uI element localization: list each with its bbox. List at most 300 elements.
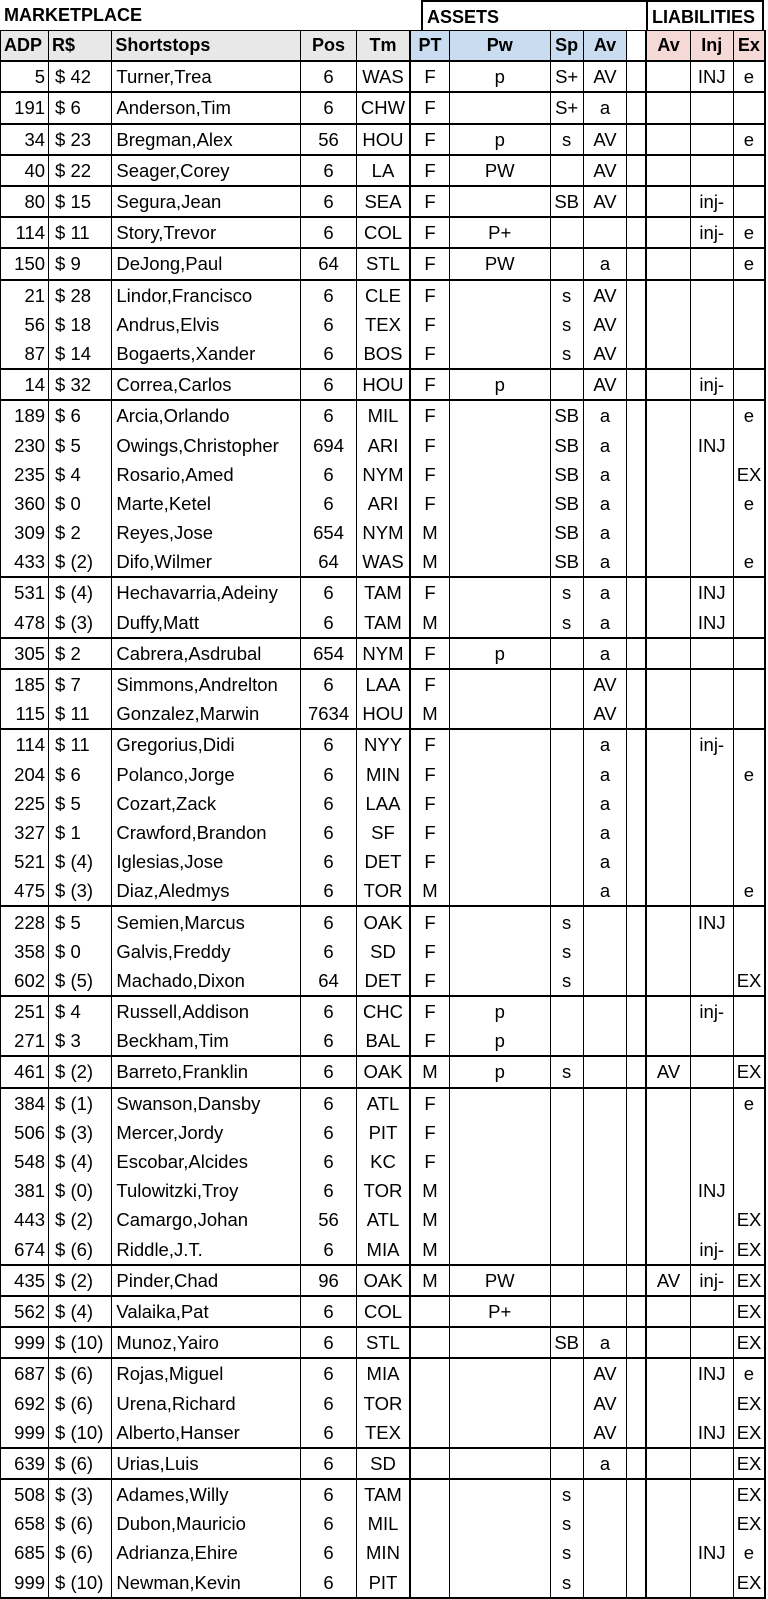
injury-cell: INJ	[690, 608, 733, 638]
gap-cell	[627, 124, 646, 155]
power-cell	[449, 876, 550, 906]
playing-time-cell: F	[410, 638, 449, 669]
table-row	[1, 186, 766, 217]
position-cell: 654	[301, 638, 356, 669]
table-row	[1, 1147, 766, 1176]
power-cell	[449, 1176, 550, 1205]
average-cell	[583, 1147, 627, 1176]
table-row	[1, 1509, 766, 1538]
position-cell: 6	[301, 280, 356, 310]
liability-average-cell	[646, 92, 690, 123]
experience-cell	[733, 577, 765, 607]
player-name-cell: Polanco,Jorge	[112, 760, 301, 789]
gap-cell	[627, 937, 646, 966]
liability-average-cell	[646, 339, 690, 369]
table-row	[1, 847, 766, 876]
liability-average-cell	[646, 1358, 690, 1388]
gap-cell	[627, 248, 646, 279]
team-cell: ATL	[356, 1088, 410, 1118]
average-cell: a	[583, 789, 627, 818]
table-row	[1, 518, 766, 547]
average-cell	[583, 996, 627, 1026]
table-row	[1, 789, 766, 818]
gap-cell	[627, 369, 646, 400]
gap-cell	[627, 400, 646, 430]
power-cell	[449, 1358, 550, 1388]
adp-cell: 87	[1, 339, 49, 369]
table-row	[1, 937, 766, 966]
rdollar-cell: $ (4)	[49, 1147, 112, 1176]
adp-cell: 235	[1, 460, 49, 489]
power-cell	[449, 1538, 550, 1567]
team-cell: NYY	[356, 729, 410, 759]
liability-average-cell	[646, 1147, 690, 1176]
power-cell: p	[449, 369, 550, 400]
injury-cell	[690, 1388, 733, 1417]
liability-average-cell	[646, 155, 690, 186]
power-cell	[449, 1418, 550, 1448]
experience-cell: e	[733, 1358, 765, 1388]
position-cell: 6	[301, 1568, 356, 1598]
position-cell: 6	[301, 92, 356, 123]
player-name-cell: Newman,Kevin	[112, 1568, 301, 1598]
experience-cell: EX	[733, 1235, 765, 1265]
shortstops-table	[0, 30, 766, 1599]
liability-average-cell: AV	[646, 1056, 690, 1087]
injury-cell	[690, 1088, 733, 1118]
playing-time-cell	[410, 1448, 449, 1479]
injury-cell	[690, 876, 733, 906]
experience-cell	[733, 186, 765, 217]
average-cell: a	[583, 1448, 627, 1479]
average-cell: AV	[583, 369, 627, 400]
position-cell: 6	[301, 489, 356, 518]
injury-cell: inj-	[690, 1265, 733, 1296]
gap-cell	[627, 280, 646, 310]
power-cell	[449, 669, 550, 699]
team-cell: NYM	[356, 518, 410, 547]
table-row	[1, 1265, 766, 1296]
table-row	[1, 1327, 766, 1358]
speed-cell: s	[550, 310, 583, 339]
injury-cell	[690, 547, 733, 577]
liability-average-cell	[646, 608, 690, 638]
speed-cell: s	[550, 1479, 583, 1509]
rdollar-cell: $ 15	[49, 186, 112, 217]
adp-cell: 999	[1, 1418, 49, 1448]
team-cell: TOR	[356, 1388, 410, 1417]
player-name-cell: Adrianza,Ehire	[112, 1538, 301, 1567]
gap-cell	[627, 1205, 646, 1234]
position-cell: 6	[301, 1448, 356, 1479]
team-cell: TOR	[356, 876, 410, 906]
position-cell: 6	[301, 847, 356, 876]
adp-cell: 639	[1, 1448, 49, 1479]
position-cell: 6	[301, 1418, 356, 1448]
adp-cell: 5	[1, 61, 49, 92]
position-cell: 6	[301, 369, 356, 400]
player-name-cell: Andrus,Elvis	[112, 310, 301, 339]
position-cell: 654	[301, 518, 356, 547]
liability-average-cell	[646, 789, 690, 818]
table-row	[1, 729, 766, 759]
speed-cell	[550, 155, 583, 186]
power-cell	[449, 608, 550, 638]
average-cell	[583, 966, 627, 996]
rdollar-cell: $ (3)	[49, 876, 112, 906]
speed-cell	[550, 1147, 583, 1176]
rdollar-cell: $ (3)	[49, 1118, 112, 1147]
injury-cell: INJ	[690, 1358, 733, 1388]
team-cell: COL	[356, 217, 410, 248]
team-cell: CHC	[356, 996, 410, 1026]
player-name-cell: DeJong,Paul	[112, 248, 301, 279]
playing-time-cell	[410, 1418, 449, 1448]
average-cell: AV	[583, 669, 627, 699]
injury-cell	[690, 1327, 733, 1358]
team-cell: CLE	[356, 280, 410, 310]
table-row	[1, 61, 766, 92]
playing-time-cell: F	[410, 92, 449, 123]
player-name-cell: Iglesias,Jose	[112, 847, 301, 876]
gap-cell	[627, 876, 646, 906]
liability-average-cell	[646, 489, 690, 518]
liability-average-cell	[646, 460, 690, 489]
playing-time-cell: F	[410, 489, 449, 518]
speed-cell: s	[550, 608, 583, 638]
position-cell: 6	[301, 1538, 356, 1567]
power-cell	[449, 1388, 550, 1417]
liabilities-title: LIABILITIES	[646, 0, 764, 30]
speed-cell	[550, 1388, 583, 1417]
rdollar-cell: $ 5	[49, 789, 112, 818]
team-cell: LAA	[356, 789, 410, 818]
experience-cell: EX	[733, 1296, 765, 1327]
column-header-row	[1, 31, 766, 62]
adp-cell: 999	[1, 1568, 49, 1598]
team-cell: LA	[356, 155, 410, 186]
injury-cell	[690, 1296, 733, 1327]
speed-cell: SB	[550, 460, 583, 489]
table-row	[1, 430, 766, 459]
average-cell	[583, 1265, 627, 1296]
team-cell: PIT	[356, 1118, 410, 1147]
experience-cell: e	[733, 760, 765, 789]
col-header-inj: Inj	[690, 31, 733, 62]
adp-cell: 461	[1, 1056, 49, 1087]
gap-cell	[627, 1296, 646, 1327]
assets-title: ASSETS	[421, 0, 646, 30]
rdollar-cell: $ (5)	[49, 966, 112, 996]
table-row	[1, 547, 766, 577]
liability-average-cell	[646, 1538, 690, 1567]
player-name-cell: Difo,Wilmer	[112, 547, 301, 577]
table-row	[1, 217, 766, 248]
position-cell: 64	[301, 966, 356, 996]
adp-cell: 687	[1, 1358, 49, 1388]
position-cell: 6	[301, 1509, 356, 1538]
experience-cell	[733, 1026, 765, 1056]
experience-cell	[733, 818, 765, 847]
adp-cell: 508	[1, 1479, 49, 1509]
speed-cell	[550, 1235, 583, 1265]
team-cell: SD	[356, 937, 410, 966]
experience-cell: EX	[733, 1479, 765, 1509]
average-cell: a	[583, 430, 627, 459]
col-header-shortstops: Shortstops	[112, 31, 301, 62]
table-row	[1, 906, 766, 936]
speed-cell: s	[550, 577, 583, 607]
liability-average-cell	[646, 1448, 690, 1479]
team-cell: TEX	[356, 1418, 410, 1448]
position-cell: 6	[301, 1358, 356, 1388]
injury-cell	[690, 280, 733, 310]
table-row	[1, 400, 766, 430]
team-cell: COL	[356, 1296, 410, 1327]
experience-cell	[733, 729, 765, 759]
power-cell	[449, 1088, 550, 1118]
gap-cell	[627, 1118, 646, 1147]
rdollar-cell: $ (10)	[49, 1418, 112, 1448]
player-name-cell: Valaika,Pat	[112, 1296, 301, 1327]
team-cell: SD	[356, 1448, 410, 1479]
team-cell: TOR	[356, 1176, 410, 1205]
playing-time-cell: M	[410, 876, 449, 906]
player-name-cell: Swanson,Dansby	[112, 1088, 301, 1118]
rdollar-cell: $ 14	[49, 339, 112, 369]
team-cell: TAM	[356, 1479, 410, 1509]
experience-cell	[733, 430, 765, 459]
col-header-pos: Pos	[301, 31, 356, 62]
liability-average-cell	[646, 518, 690, 547]
experience-cell: e	[733, 876, 765, 906]
power-cell: p	[449, 124, 550, 155]
team-cell: TAM	[356, 577, 410, 607]
team-cell: STL	[356, 248, 410, 279]
average-cell: a	[583, 248, 627, 279]
rdollar-cell: $ 4	[49, 460, 112, 489]
experience-cell: EX	[733, 1448, 765, 1479]
power-cell	[449, 577, 550, 607]
injury-cell	[690, 92, 733, 123]
gap-cell	[627, 1479, 646, 1509]
gap-cell	[627, 1538, 646, 1567]
injury-cell	[690, 1568, 733, 1598]
injury-cell	[690, 847, 733, 876]
liability-average-cell	[646, 1235, 690, 1265]
rdollar-cell: $ 0	[49, 489, 112, 518]
gap-cell	[627, 996, 646, 1026]
position-cell: 6	[301, 1056, 356, 1087]
position-cell: 6	[301, 1235, 356, 1265]
liability-average-cell	[646, 906, 690, 936]
experience-cell	[733, 937, 765, 966]
gap-cell	[627, 1088, 646, 1118]
team-cell: MIA	[356, 1235, 410, 1265]
player-name-cell: Urena,Richard	[112, 1388, 301, 1417]
team-cell: NYM	[356, 638, 410, 669]
playing-time-cell	[410, 1358, 449, 1388]
position-cell: 6	[301, 669, 356, 699]
power-cell	[449, 1118, 550, 1147]
speed-cell	[550, 1418, 583, 1448]
experience-cell	[733, 339, 765, 369]
experience-cell	[733, 92, 765, 123]
playing-time-cell: M	[410, 1235, 449, 1265]
gap-cell	[627, 577, 646, 607]
injury-cell	[690, 1056, 733, 1087]
player-name-cell: Seager,Corey	[112, 155, 301, 186]
gap-cell	[627, 966, 646, 996]
playing-time-cell: F	[410, 248, 449, 279]
power-cell	[449, 847, 550, 876]
power-cell	[449, 186, 550, 217]
average-cell: AV	[583, 699, 627, 729]
speed-cell: S+	[550, 92, 583, 123]
playing-time-cell: M	[410, 1176, 449, 1205]
power-cell	[449, 729, 550, 759]
col-header-liab-av: Av	[646, 31, 690, 62]
playing-time-cell: F	[410, 789, 449, 818]
table-row	[1, 460, 766, 489]
experience-cell: EX	[733, 1265, 765, 1296]
speed-cell	[550, 729, 583, 759]
average-cell: AV	[583, 155, 627, 186]
player-name-cell: Urias,Luis	[112, 1448, 301, 1479]
average-cell: a	[583, 577, 627, 607]
team-cell: PIT	[356, 1568, 410, 1598]
player-name-cell: Camargo,Johan	[112, 1205, 301, 1234]
adp-cell: 115	[1, 699, 49, 729]
player-name-cell: Turner,Trea	[112, 61, 301, 92]
gap-cell	[627, 92, 646, 123]
experience-cell: EX	[733, 1568, 765, 1598]
position-cell: 7634	[301, 699, 356, 729]
adp-cell: 191	[1, 92, 49, 123]
injury-cell	[690, 966, 733, 996]
speed-cell	[550, 217, 583, 248]
power-cell	[449, 760, 550, 789]
injury-cell: INJ	[690, 1538, 733, 1567]
liability-average-cell	[646, 1479, 690, 1509]
liability-average-cell	[646, 669, 690, 699]
liability-average-cell	[646, 966, 690, 996]
adp-cell: 251	[1, 996, 49, 1026]
position-cell: 6	[301, 310, 356, 339]
average-cell	[583, 1479, 627, 1509]
gap-cell	[627, 699, 646, 729]
average-cell	[583, 1118, 627, 1147]
rdollar-cell: $ 6	[49, 400, 112, 430]
average-cell	[583, 1176, 627, 1205]
playing-time-cell: F	[410, 186, 449, 217]
playing-time-cell: F	[410, 217, 449, 248]
speed-cell	[550, 248, 583, 279]
rdollar-cell: $ (2)	[49, 1265, 112, 1296]
liability-average-cell	[646, 61, 690, 92]
power-cell	[449, 937, 550, 966]
liability-average-cell	[646, 1418, 690, 1448]
gap-cell	[627, 818, 646, 847]
player-name-cell: Rojas,Miguel	[112, 1358, 301, 1388]
playing-time-cell: F	[410, 124, 449, 155]
team-cell: HOU	[356, 699, 410, 729]
adp-cell: 21	[1, 280, 49, 310]
power-cell	[449, 400, 550, 430]
adp-cell: 443	[1, 1205, 49, 1234]
adp-cell: 384	[1, 1088, 49, 1118]
team-cell: BAL	[356, 1026, 410, 1056]
position-cell: 56	[301, 1205, 356, 1234]
player-name-cell: Marte,Ketel	[112, 489, 301, 518]
team-cell: ATL	[356, 1205, 410, 1234]
liability-average-cell	[646, 1205, 690, 1234]
position-cell: 6	[301, 1147, 356, 1176]
player-name-cell: Mercer,Jordy	[112, 1118, 301, 1147]
playing-time-cell: M	[410, 1205, 449, 1234]
power-cell	[449, 547, 550, 577]
table-row	[1, 608, 766, 638]
position-cell: 6	[301, 1176, 356, 1205]
team-cell: WAS	[356, 61, 410, 92]
power-cell: p	[449, 996, 550, 1026]
average-cell: AV	[583, 280, 627, 310]
gap-cell	[627, 339, 646, 369]
gap-cell	[627, 608, 646, 638]
team-cell: SF	[356, 818, 410, 847]
rdollar-cell: $ (10)	[49, 1327, 112, 1358]
injury-cell	[690, 1448, 733, 1479]
power-cell: PW	[449, 1265, 550, 1296]
injury-cell: inj-	[690, 996, 733, 1026]
power-cell: p	[449, 1026, 550, 1056]
injury-cell: inj-	[690, 369, 733, 400]
liability-average-cell	[646, 1176, 690, 1205]
team-cell: OAK	[356, 1056, 410, 1087]
section-header-row	[0, 0, 768, 30]
liability-average-cell	[646, 547, 690, 577]
speed-cell: SB	[550, 1327, 583, 1358]
speed-cell	[550, 1176, 583, 1205]
team-cell: MIN	[356, 760, 410, 789]
experience-cell	[733, 789, 765, 818]
table-row	[1, 966, 766, 996]
position-cell: 6	[301, 400, 356, 430]
average-cell: AV	[583, 61, 627, 92]
liability-average-cell	[646, 217, 690, 248]
playing-time-cell: F	[410, 1147, 449, 1176]
speed-cell: s	[550, 1568, 583, 1598]
experience-cell	[733, 638, 765, 669]
rdollar-cell: $ (3)	[49, 608, 112, 638]
adp-cell: 521	[1, 847, 49, 876]
power-cell: p	[449, 1056, 550, 1087]
liability-average-cell	[646, 638, 690, 669]
injury-cell	[690, 518, 733, 547]
player-name-cell: Anderson,Tim	[112, 92, 301, 123]
liability-average-cell	[646, 280, 690, 310]
average-cell: AV	[583, 1388, 627, 1417]
playing-time-cell: F	[410, 966, 449, 996]
gap-cell	[627, 489, 646, 518]
liability-average-cell	[646, 729, 690, 759]
team-cell: DET	[356, 847, 410, 876]
position-cell: 6	[301, 1327, 356, 1358]
table-row	[1, 124, 766, 155]
rdollar-cell: $ 28	[49, 280, 112, 310]
rdollar-cell: $ 7	[49, 669, 112, 699]
player-name-cell: Machado,Dixon	[112, 966, 301, 996]
